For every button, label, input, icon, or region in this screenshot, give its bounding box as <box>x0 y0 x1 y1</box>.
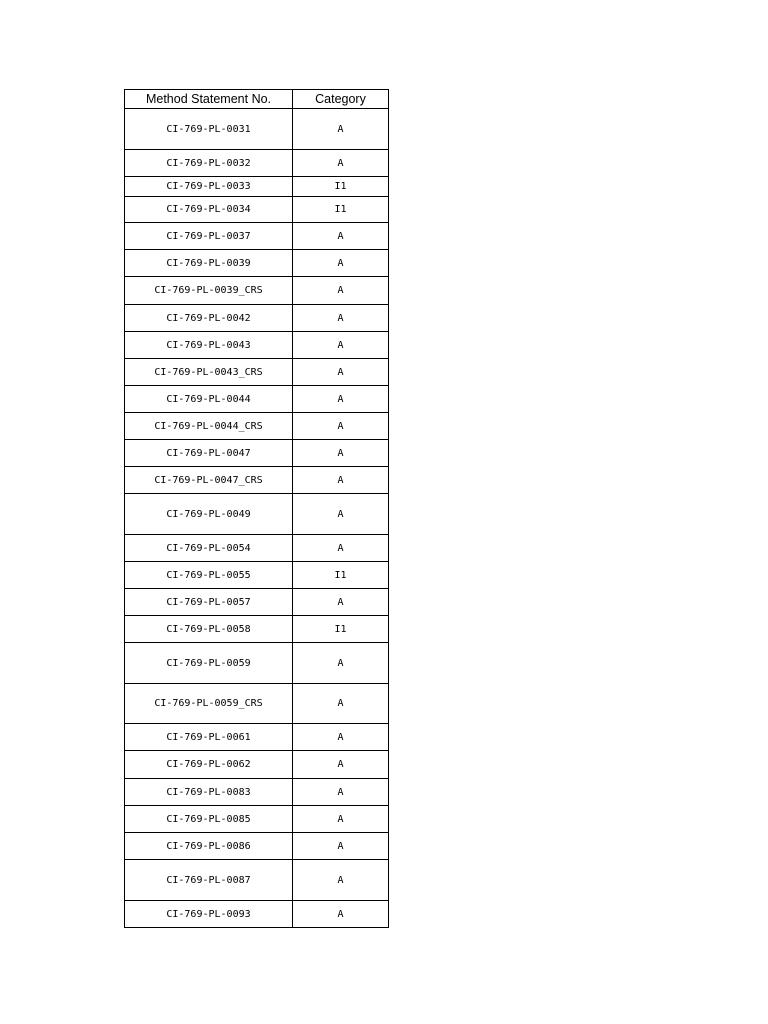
category-cell: A <box>293 150 389 177</box>
table-row <box>125 305 389 332</box>
table-row <box>125 589 389 616</box>
header-method-statement-no: Method Statement No. <box>125 90 293 109</box>
method-statement-cell: CI-769-PL-0061 <box>125 724 293 751</box>
category-cell: I1 <box>293 562 389 589</box>
table-row <box>125 150 389 177</box>
method-statement-cell: CI-769-PL-0087 <box>125 860 293 901</box>
category-cell: A <box>293 250 389 277</box>
category-cell: A <box>293 806 389 833</box>
header-category: Category <box>293 90 389 109</box>
table-row <box>125 467 389 494</box>
category-cell: A <box>293 494 389 535</box>
table-row <box>125 197 389 223</box>
method-statement-cell: CI-769-PL-0083 <box>125 779 293 806</box>
table-row <box>125 250 389 277</box>
category-cell: A <box>293 386 389 413</box>
category-cell: I1 <box>293 616 389 643</box>
table-row <box>125 413 389 440</box>
table-row <box>125 724 389 751</box>
method-statement-cell: CI-769-PL-0059_CRS <box>125 684 293 724</box>
method-statement-cell: CI-769-PL-0044_CRS <box>125 413 293 440</box>
category-cell: A <box>293 413 389 440</box>
table-header-row <box>125 90 389 109</box>
category-cell: I1 <box>293 177 389 197</box>
category-cell: A <box>293 860 389 901</box>
category-cell: A <box>293 724 389 751</box>
category-cell: A <box>293 332 389 359</box>
table-row <box>125 177 389 197</box>
table-row <box>125 643 389 684</box>
method-statement-cell: CI-769-PL-0033 <box>125 177 293 197</box>
category-cell: A <box>293 109 389 150</box>
method-statement-cell: CI-769-PL-0037 <box>125 223 293 250</box>
table-row <box>125 901 389 928</box>
method-statement-cell: CI-769-PL-0054 <box>125 535 293 562</box>
method-statement-cell: CI-769-PL-0085 <box>125 806 293 833</box>
category-cell: A <box>293 359 389 386</box>
table-row <box>125 562 389 589</box>
table-row <box>125 616 389 643</box>
table-row <box>125 332 389 359</box>
method-statement-cell: CI-769-PL-0034 <box>125 197 293 223</box>
method-statement-cell: CI-769-PL-0039 <box>125 250 293 277</box>
method-statement-cell: CI-769-PL-0062 <box>125 751 293 779</box>
method-statement-cell: CI-769-PL-0044 <box>125 386 293 413</box>
category-cell: A <box>293 643 389 684</box>
method-statement-cell: CI-769-PL-0032 <box>125 150 293 177</box>
category-cell: A <box>293 535 389 562</box>
method-statement-cell: CI-769-PL-0039_CRS <box>125 277 293 305</box>
category-cell: A <box>293 305 389 332</box>
table-row <box>125 751 389 779</box>
table-row <box>125 833 389 860</box>
table-row <box>125 779 389 806</box>
table-row <box>125 386 389 413</box>
table-row <box>125 860 389 901</box>
category-cell: A <box>293 589 389 616</box>
method-statement-cell: CI-769-PL-0086 <box>125 833 293 860</box>
method-statement-table <box>124 89 389 928</box>
method-statement-cell: CI-769-PL-0049 <box>125 494 293 535</box>
category-cell: A <box>293 779 389 806</box>
category-cell: A <box>293 901 389 928</box>
table-row <box>125 494 389 535</box>
table-row <box>125 684 389 724</box>
method-statement-cell: CI-769-PL-0031 <box>125 109 293 150</box>
method-statement-cell: CI-769-PL-0093 <box>125 901 293 928</box>
category-cell: A <box>293 751 389 779</box>
method-statement-cell: CI-769-PL-0047 <box>125 440 293 467</box>
category-cell: A <box>293 440 389 467</box>
table-body <box>125 109 389 928</box>
table-row <box>125 109 389 150</box>
category-cell: A <box>293 223 389 250</box>
category-cell: A <box>293 277 389 305</box>
method-statement-cell: CI-769-PL-0043 <box>125 332 293 359</box>
method-statement-cell: CI-769-PL-0055 <box>125 562 293 589</box>
table-row <box>125 277 389 305</box>
method-statement-cell: CI-769-PL-0043_CRS <box>125 359 293 386</box>
table-row <box>125 359 389 386</box>
category-cell: A <box>293 467 389 494</box>
category-cell: A <box>293 833 389 860</box>
method-statement-cell: CI-769-PL-0059 <box>125 643 293 684</box>
table-row <box>125 535 389 562</box>
method-statement-cell: CI-769-PL-0057 <box>125 589 293 616</box>
method-statement-cell: CI-769-PL-0058 <box>125 616 293 643</box>
method-statement-cell: CI-769-PL-0042 <box>125 305 293 332</box>
category-cell: A <box>293 684 389 724</box>
table-row <box>125 806 389 833</box>
table-row <box>125 440 389 467</box>
category-cell: I1 <box>293 197 389 223</box>
table-row <box>125 223 389 250</box>
method-statement-cell: CI-769-PL-0047_CRS <box>125 467 293 494</box>
